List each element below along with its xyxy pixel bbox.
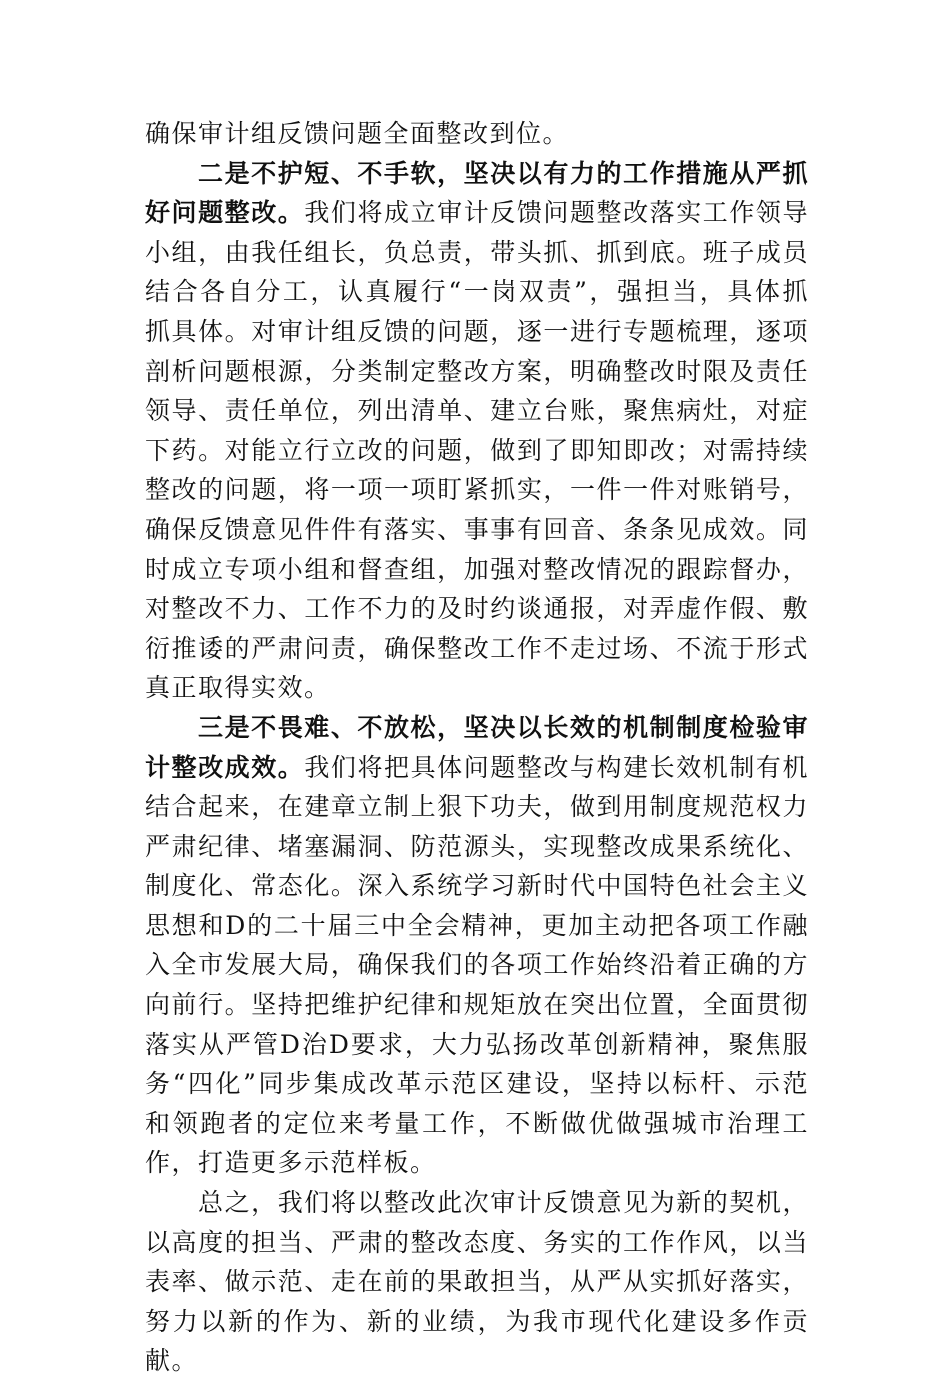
paragraph-1-text: 确保审计组反馈问题全面整改到位。 xyxy=(145,119,570,148)
paragraph-3 xyxy=(145,708,809,1183)
paragraph-2 xyxy=(145,154,809,708)
paragraph-2-text: 我们将成立审计反馈问题整改落实工作领导小组，由我任组长，负总责，带头抓、抓到底。班子成员结合各自分工，认真履行“一岗双责”，强担当，具体抓抓具体。对审计组反馈的问题，逐一进行专题梳理，逐项剖析问题根源，分类制定整改方案，明确整改时限及责任领导、责任单位，列出清单、建立台账，聚焦病灶，对症下药。对能立行立改的问题，做到了即知即改；对需持续整改的问题，将一项一项盯紧抓实，一件一件对账销号，确保反馈意见件件有落实、事事有回音、条条见成效。同时成立专项小组和督查组，加强对整改情况的跟踪督办，对整改不力、工作不力的及时约谈通报，对弄虚作假、敷衍推诿的严肃问责，确保整改工作不走过场、不流于形式真正取得实效。 xyxy=(145,198,809,703)
paragraph-2-lead: 二是不护短、不手软，坚决以有力的工作措施从严抓好问题整改。 xyxy=(145,158,809,228)
paragraph-4-text: 总之，我们将以整改此次审计反馈意见为新的契机，以高度的担当、严肃的整改态度、务实的工作作风，以当表率、做示范、走在前的果敢担当，从严从实抓好落实，努力以新的作为、新的业绩，为我市现代化建设多作贡献。 xyxy=(145,1188,809,1376)
document-body xyxy=(145,114,809,1381)
paragraph-3-text: 我们将把具体问题整改与构建长效机制有机结合起来，在建章立制上狠下功夫，做到用制度规范权力严肃纪律、堵塞漏洞、防范源头，实现整改成果系统化、制度化、常态化。深入系统学习新时代中国特色社会主义思想和D的二十届三中全会精神，更加主动把各项工作融入全市发展大局，确保我们的各项工作始终沿着正确的方向前行。坚持把维护纪律和规矩放在突出位置，全面贯彻落实从严管D治D要求，大力弘扬改革创新精神，聚焦服务“四化”同步集成改革示范区建设，坚持以标杆、示范和领跑者的定位来考量工作，不断做优做强城市治理工作，打造更多示范样板。 xyxy=(145,752,809,1178)
paragraph-4 xyxy=(145,1183,809,1381)
paragraph-3-lead: 三是不畏难、不放松，坚决以长效的机制制度检验审计整改成效。 xyxy=(145,712,809,782)
paragraph-1 xyxy=(145,114,809,154)
